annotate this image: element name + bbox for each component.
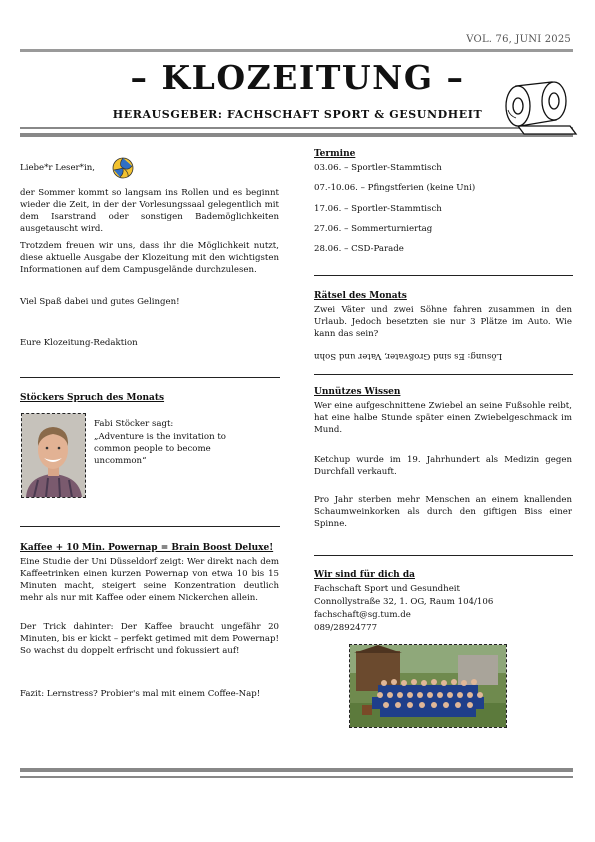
wissen-fact-3: Pro Jahr sterben mehr Menschen an einem knallenden Schaumweinkorken als durch den giftigen Biss einer Spinne. xyxy=(314,495,572,529)
termine-heading: Termine xyxy=(314,149,356,159)
kaffee-paragraph-2: Der Trick dahinter: Der Kaffee braucht ungefähr 20 Minuten, bis er kickt – perfekt getimed mit dem Powernap! So wachst du doppelt erfrischt und fokussiert auf! xyxy=(20,622,279,656)
kontakt-heading: Wir sind für dich da xyxy=(314,570,415,580)
intro-paragraph-1: der Sommer kommt so langsam ins Rollen und es beginnt wieder die Zeit, in der der Vorlesungssaal gelegentlich mit dem Isarstrand oder sonstigen Bademöglichkeiten ausgetauscht wird. xyxy=(20,188,279,234)
speaker-quote: „Adventure is the invitation to common people to become uncommon“ xyxy=(94,432,226,466)
wissen-fact-2: Ketchup wurde im 19. Jahrhundert als Medizin gegen Durchfall verkauft. xyxy=(314,455,572,477)
team-group-photo xyxy=(349,644,507,728)
section-divider xyxy=(314,555,573,556)
raetsel-answer-upside-down: Lösung: Es sind Großvater, Vater und Sohn xyxy=(314,351,503,361)
footer-rule-thick xyxy=(20,768,573,772)
header-rule-thin xyxy=(20,127,573,129)
kaffee-fazit: Fazit: Lernstress? Probier's mal mit einem Coffee-Nap! xyxy=(20,689,261,699)
wissen-fact-1: Wer eine aufgeschnittene Zwiebel an seine Fußsohle reibt, hat eine halbe Stunde später einen Zwiebelgeschmack im Mund. xyxy=(314,401,572,435)
issue-label: VOL. 76, JUNI 2025 xyxy=(466,34,571,45)
speaker-name: Fabi Stöcker sagt: xyxy=(94,419,174,429)
header-top-rule xyxy=(20,49,573,52)
raetsel-question: Zwei Väter und zwei Söhne fahren zusammen in den Urlaub. Jedoch besetzten sie nur 3 Plätze im Auto. Wie kann das sein? xyxy=(314,305,572,339)
footer-rule-thin xyxy=(20,776,573,778)
section-divider xyxy=(20,377,280,378)
spruch-heading: Stöckers Spruch des Monats xyxy=(20,393,165,403)
intro-paragraph-3: Viel Spaß dabei und gutes Gelingen! xyxy=(20,297,180,307)
termin-item: 03.06. – Sportler-Stammtisch xyxy=(314,163,442,173)
kaffee-paragraph-1: Eine Studie der Uni Düsseldorf zeigt: Wer direkt nach dem Kaffeetrinken einen kurzen Powernap von etwa 10 bis 15 Minuten macht, steigert seine Konzentration deutlich mehr als nur mit Kaffee oder einem Nickerchen allein. xyxy=(20,557,279,603)
volleyball-icon xyxy=(112,157,134,179)
kontakt-org: Fachschaft Sport und Gesundheit xyxy=(314,584,461,594)
raetsel-heading: Rätsel des Monats xyxy=(314,291,407,301)
header-rule-thick xyxy=(20,133,573,137)
greeting: Liebe*r Leser*in, xyxy=(20,163,95,173)
speaker-photo xyxy=(21,413,86,498)
termin-item: 17.06. – Sportler-Stammtisch xyxy=(314,204,442,214)
termin-item: 27.06. – Sommerturniertag xyxy=(314,224,433,234)
toilet-paper-roll-icon xyxy=(496,76,578,136)
kontakt-email[interactable]: fachschaft@sg.tum.de xyxy=(314,610,411,620)
wissen-heading: Unnützes Wissen xyxy=(314,387,401,397)
termin-item: 28.06. – CSD-Parade xyxy=(314,244,404,254)
publisher-subtitle: HERAUSGEBER: FACHSCHAFT SPORT & GESUNDHEIT xyxy=(112,108,483,121)
newsletter-title: – KLOZEITUNG – xyxy=(130,58,465,97)
signature: Eure Klozeitung-Redaktion xyxy=(20,338,138,348)
section-divider xyxy=(20,526,280,527)
kontakt-address: Connollystraße 32, 1. OG, Raum 104/106 xyxy=(314,597,494,607)
section-divider xyxy=(314,275,573,276)
section-divider xyxy=(314,374,573,375)
kaffee-heading: Kaffee + 10 Min. Powernap = Brain Boost Deluxe! xyxy=(20,543,274,553)
termin-item: 07.-10.06. – Pfingstferien (keine Uni) xyxy=(314,183,476,193)
kontakt-phone: 089/28924777 xyxy=(314,623,378,633)
intro-paragraph-2: Trotzdem freuen wir uns, dass ihr die Möglichkeit nutzt, diese aktuelle Ausgabe der Klozeitung mit den wichtigsten Informationen auf dem Campusgelände durchzulesen. xyxy=(20,241,279,275)
